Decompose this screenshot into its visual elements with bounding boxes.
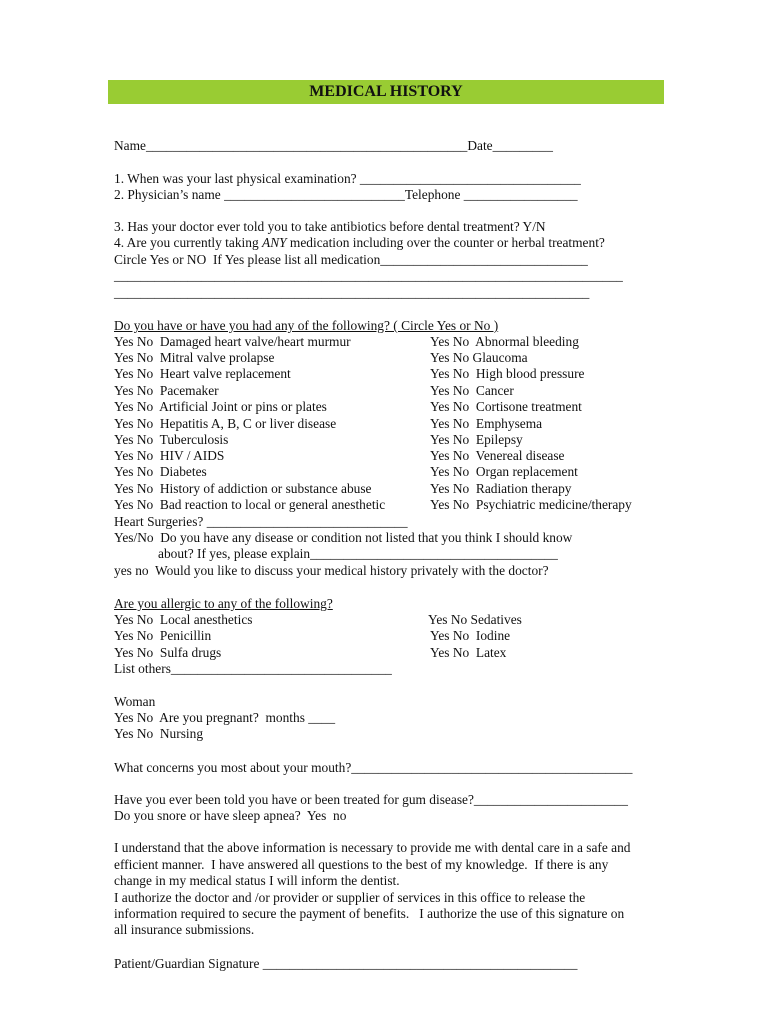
name-date-line[interactable]: Name________________________________________________Date_________ [114,138,553,153]
list-others-line[interactable]: List others_________________________________ [114,661,392,676]
history-right-item[interactable]: Yes No Organ replacement [430,464,578,479]
form-title: MEDICAL HISTORY [309,83,463,100]
history-right-item[interactable]: Yes No Epilepsy [430,432,523,447]
history-left-item[interactable]: Yes No Bad reaction to local or general anesthetic [114,497,386,512]
allergy-left-item[interactable]: Yes No Local anesthetics [114,612,253,627]
gum-disease-line[interactable]: Have you ever been told you have or been treated for gum disease?_______________________ [114,792,628,807]
allergy-right-item[interactable]: Yes No Iodine [430,628,511,643]
allergy-right-item[interactable]: Yes No Sedatives [428,612,522,627]
history-left-item[interactable]: Yes No Pacemaker [114,383,219,398]
allergy-right-item[interactable]: Yes No Latex [430,645,507,660]
snore-line[interactable]: Do you snore or have sleep apnea? Yes no [114,808,347,823]
woman-heading: Woman [114,694,156,709]
woman-item[interactable]: Yes No Are you pregnant? months ____ [114,710,336,725]
discuss-privately-line[interactable]: yes no Would you like to discuss your medical history privately with the doctor? [114,563,549,578]
other-disease-line[interactable]: Yes/No Do you have any disease or condition not listed that you think I should know [114,530,573,545]
history-right-item[interactable]: Yes No Emphysema [430,416,543,431]
question-4-circle[interactable]: Circle Yes or NO If Yes please list all medication_______________________________ [114,252,588,267]
history-left-item[interactable]: Yes No History of addiction or substance abuse [114,481,372,496]
question-4-post: medication including over the counter or herbal treatment? [286,235,605,250]
signature-line[interactable]: Patient/Guardian Signature _______________________________________________ [114,956,578,971]
question-4-pre: 4. Are you currently taking [114,235,263,250]
form-title-banner [108,80,664,104]
question-1[interactable]: 1. When was your last physical examination? _________________________________ [114,171,581,186]
question-4-emphasis: ANY [262,235,287,250]
woman-item[interactable]: Yes No Nursing [114,726,204,741]
history-right-item[interactable]: Yes No Venereal disease [430,448,565,463]
statement-line: all insurance submissions. [114,922,255,937]
allergy-left-item[interactable]: Yes No Penicillin [114,628,212,643]
statement-line: I authorize the doctor and /or provider or supplier of services in this office to release the [114,890,586,905]
history-heading: Do you have or have you had any of the following? ( Circle Yes or No ) [114,318,499,333]
history-left-item[interactable]: Yes No Hepatitis A, B, C or liver disease [114,416,337,431]
history-left-item[interactable]: Yes No Heart valve replacement [114,366,291,381]
history-right-item[interactable]: Yes No Radiation therapy [430,481,572,496]
history-right-item[interactable]: Yes No Cortisone treatment [430,399,582,414]
medication-blank-line-1[interactable]: ____________________________________________________________________________ [114,268,623,283]
history-right-item[interactable]: Yes No Abnormal bleeding [430,334,579,349]
question-2[interactable]: 2. Physician’s name ___________________________Telephone _________________ [114,187,578,202]
allergy-heading: Are you allergic to any of the following? [114,596,333,611]
history-right-item[interactable]: Yes No Glaucoma [430,350,528,365]
medication-blank-line-2[interactable]: _______________________________________________________________________ [114,285,590,300]
history-left-item[interactable]: Yes No Damaged heart valve/heart murmur [114,334,351,349]
statement-line: efficient manner. I have answered all questions to the best of my knowledge. If there is any [114,857,609,872]
statement-line: information required to secure the payment of benefits. I authorize the use of this signature on [114,906,625,921]
history-left-item[interactable]: Yes No Diabetes [114,464,207,479]
heart-surgeries-line[interactable]: Heart Surgeries? ______________________________ [114,514,408,529]
other-disease-explain-line[interactable]: about? If yes, please explain_____________________________________ [158,546,558,561]
history-left-item[interactable]: Yes No Mitral valve prolapse [114,350,275,365]
statement-line: change in my medical status I will inform the dentist. [114,873,400,888]
allergy-left-item[interactable]: Yes No Sulfa drugs [114,645,222,660]
mouth-concern-line[interactable]: What concerns you most about your mouth?__________________________________________ [114,760,633,775]
history-right-item[interactable]: Yes No Psychiatric medicine/therapy [430,497,632,512]
statement-line: I understand that the above information is necessary to provide me with dental care in a safe and [114,840,631,855]
history-right-item[interactable]: Yes No Cancer [430,383,514,398]
question-4 [114,235,605,251]
history-left-item[interactable]: Yes No Tuberculosis [114,432,229,447]
history-left-item[interactable]: Yes No Artificial Joint or pins or plates [114,399,327,414]
history-left-item[interactable]: Yes No HIV / AIDS [114,448,225,463]
history-right-item[interactable]: Yes No High blood pressure [430,366,585,381]
question-3[interactable]: 3. Has your doctor ever told you to take antibiotics before dental treatment? Y/N [114,219,546,234]
